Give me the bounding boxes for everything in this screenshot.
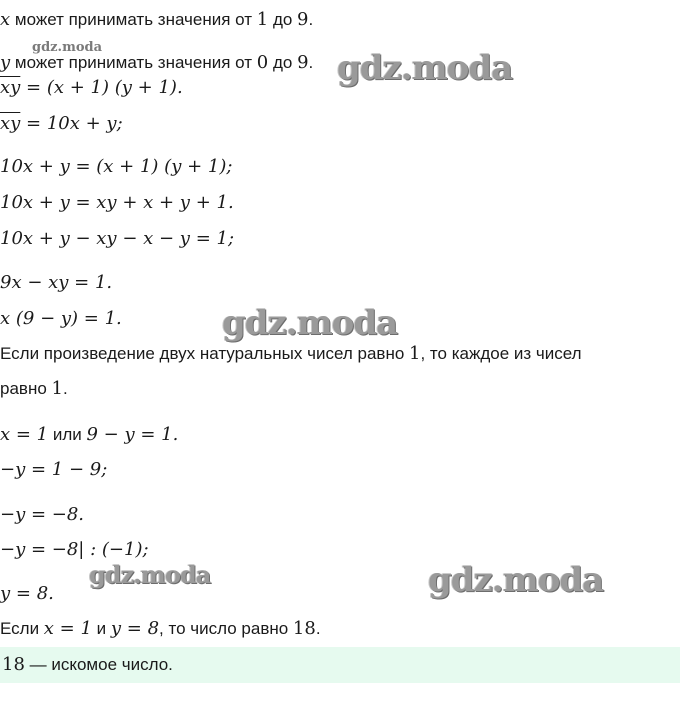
line-text: до <box>268 10 298 29</box>
line-text: , то каждое из чисел <box>420 344 582 363</box>
math-line-7: 10x + y − xy − x − y = 1; <box>0 228 235 249</box>
watermark-large: gdz.moda <box>222 303 398 343</box>
math-line-6: 10x + y = xy + x + y + 1. <box>0 192 234 213</box>
math-number: 1 <box>256 9 269 30</box>
answer-number: 18 <box>2 654 25 675</box>
math-line-16: y = 8. <box>0 583 54 604</box>
math-equation: x = 1 <box>43 618 92 639</box>
line-text: Если <box>0 619 44 638</box>
line-text: Если произведение двух натуральных чисел равно <box>0 344 410 363</box>
text-line-17 <box>0 618 321 640</box>
answer-text <box>2 654 173 675</box>
line-text: может принимать значения от <box>10 53 257 72</box>
overlined-number: $\overline{xy}$ <box>0 77 21 98</box>
math-line-15: −y = −8| : (−1); <box>0 539 149 560</box>
math-number: 1 <box>51 378 63 399</box>
answer-label: — искомое число. <box>24 655 173 674</box>
watermark-medium: gdz.moda <box>89 560 211 589</box>
answer-box <box>0 647 680 683</box>
watermark-small: gdz.moda <box>32 40 103 55</box>
math-line-3 <box>0 77 183 99</box>
math-var: x <box>0 9 11 30</box>
math-number: 0 <box>256 52 269 73</box>
math-line-14: −y = −8. <box>0 504 85 525</box>
math-number: 18 <box>292 618 316 639</box>
math-line-9: x (9 − y) = 1. <box>0 308 122 329</box>
equation-rest: = (x + 1) (y + 1). <box>20 77 183 98</box>
line-text: до <box>268 53 298 72</box>
punctuation: . <box>62 379 68 398</box>
text-line-2 <box>0 52 313 74</box>
math-equation: x = 1 <box>0 424 49 445</box>
watermark-large: gdz.moda <box>337 48 513 88</box>
punctuation: . <box>308 53 314 72</box>
watermark-large: gdz.moda <box>428 560 604 600</box>
math-equation: 9 − y = 1. <box>86 424 179 445</box>
line-text: может принимать значения от <box>10 10 257 29</box>
line-text: , то число равно <box>159 619 293 638</box>
math-line-13: −y = 1 − 9; <box>0 459 108 480</box>
math-line-8: 9x − xy = 1. <box>0 272 113 293</box>
text-line-10 <box>0 343 582 365</box>
line-text: или <box>48 425 87 444</box>
text-line-12 <box>0 424 178 446</box>
math-line-5: 10x + y = (x + 1) (y + 1); <box>0 156 233 177</box>
punctuation: . <box>308 10 314 29</box>
overlined-number: $\overline{xy}$ <box>0 113 21 134</box>
math-number: 1 <box>409 343 421 364</box>
line-text: и <box>91 619 111 638</box>
text-line-1 <box>0 9 313 31</box>
text-line-11 <box>0 378 68 400</box>
math-number: 9 <box>297 52 309 73</box>
math-number: 9 <box>297 9 309 30</box>
math-equation: y = 8 <box>110 618 160 639</box>
math-line-4 <box>0 113 123 135</box>
line-text: равно <box>0 379 52 398</box>
math-var: y <box>0 52 11 73</box>
punctuation: . <box>315 619 321 638</box>
equation-rest: = 10x + y; <box>20 113 123 134</box>
